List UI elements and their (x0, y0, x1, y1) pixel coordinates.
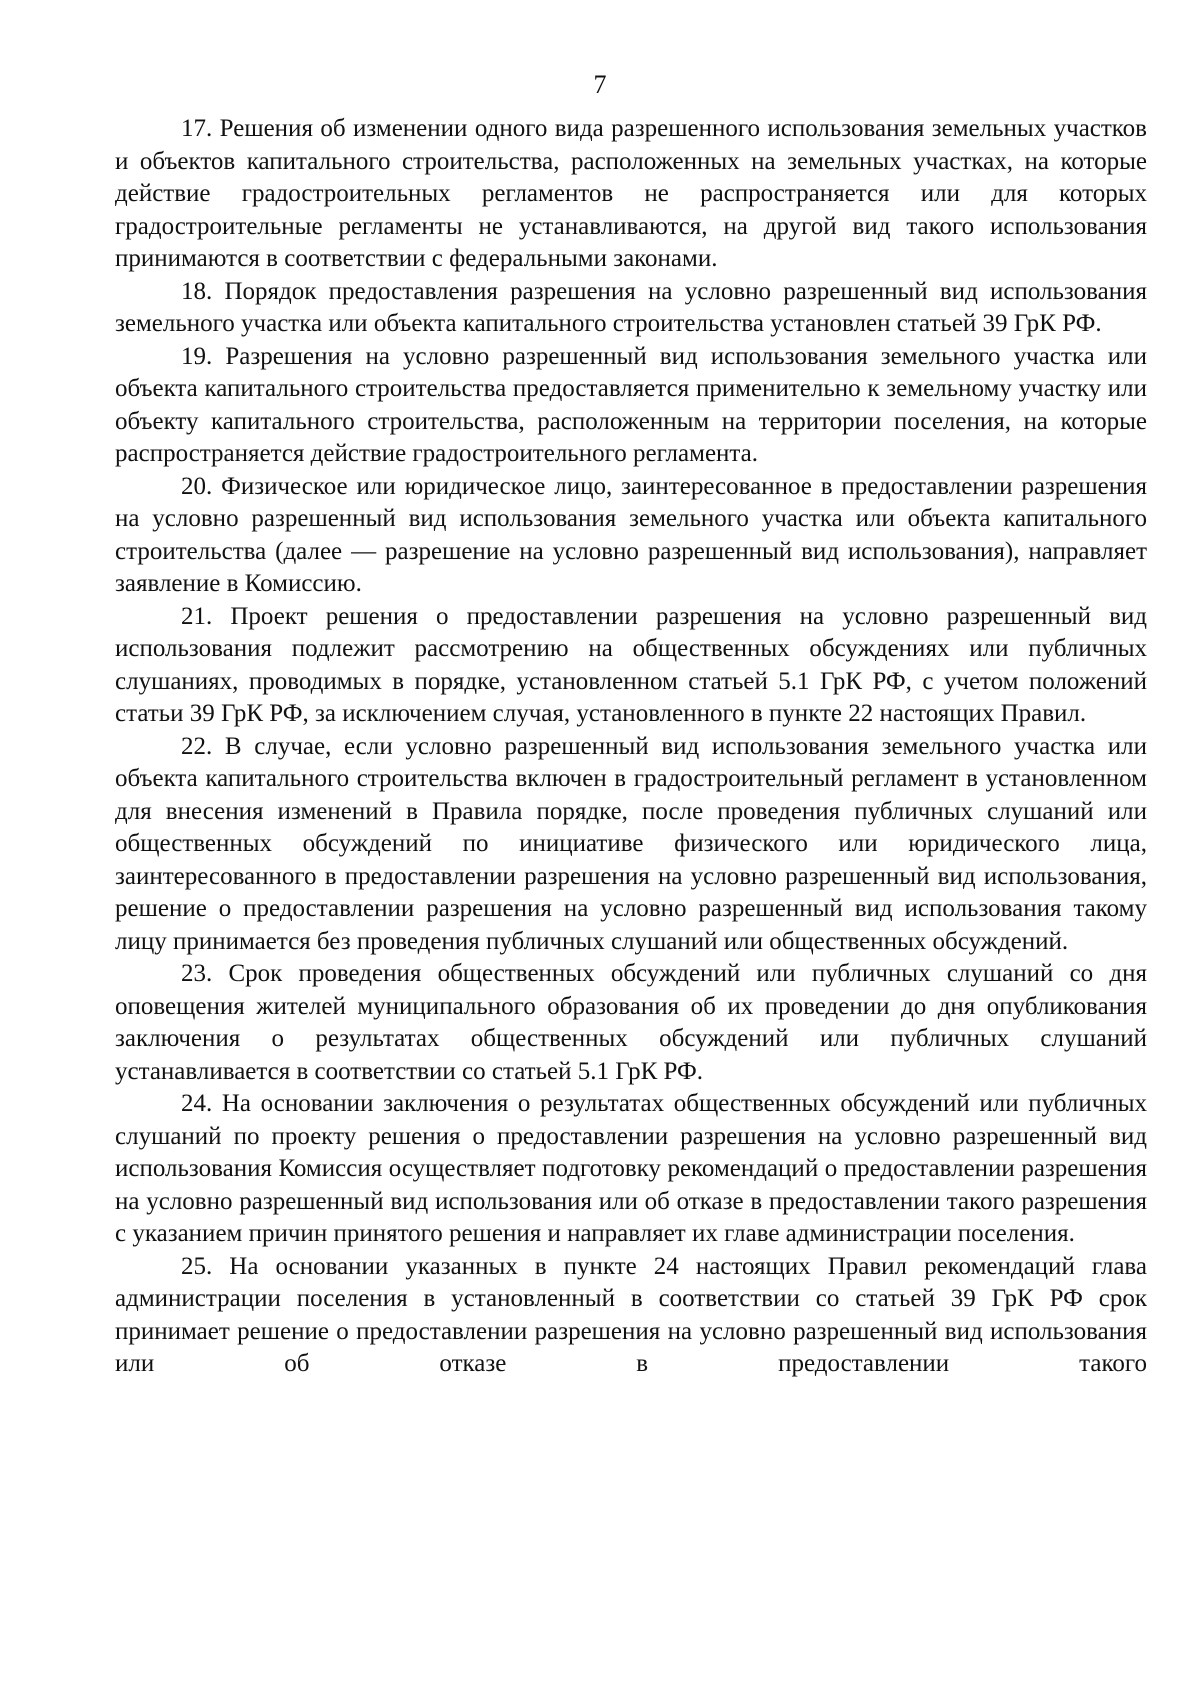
paragraph-22: 22. В случае, если условно разрешенный вид использования земельного участка или объекта капитального строительства включен в градостроительный регламент в установленном для внесения изменений в Правила порядке, после проведения публичных слушаний или общественных обсуждений по инициативе физического или юридического лица, заинтересованного в предоставлении разрешения на условно разрешенный вид использования, решение о предоставлении разрешения на условно разрешенный вид использования такому лицу принимается без проведения публичных слушаний или общественных обсуждений. (115, 732, 1147, 955)
paragraph-25: 25. На основании указанных в пункте 24 настоящих Правил рекомендаций глава администрации поселения в установленный в соответствии со статьей 39 ГрК РФ срок принимает решение о предоставлении разрешения на условно разрешенный вид использования или об отказе в предоставлении такого (115, 1252, 1147, 1377)
paragraph-18: 18. Порядок предоставления разрешения на условно разрешенный вид использования земельного участка или объекта капитального строительства установлен статьей 39 ГрК РФ. (115, 277, 1147, 337)
page-number: 7 (593, 70, 607, 99)
paragraph-23: 23. Срок проведения общественных обсуждений или публичных слушаний со дня оповещения жителей муниципального образования об их проведении до дня опубликования заключения о результатах общественных обсуждений или публичных слушаний устанавливается в соответствии со статьей 5.1 ГрК РФ. (115, 960, 1147, 1085)
paragraph-20: 20. Физическое или юридическое лицо, заинтересованное в предоставлении разрешения на условно разрешенный вид использования земельного участка или объекта капитального строительства (далее — разрешение на условно разрешенный вид использования), направляет заявление в Комиссию. (115, 472, 1147, 597)
paragraph-24: 24. На основании заключения о результатах общественных обсуждений или публичных слушаний по проекту решения о предоставлении разрешения на условно разрешенный вид использования Комиссия осуществляет подготовку рекомендаций о предоставлении разрешения на условно разрешенный вид использования или об отказе в предоставлении такого разрешения с указанием причин принятого решения и направляет их главе администрации поселения. (115, 1090, 1147, 1247)
document-body (115, 113, 1147, 1381)
paragraph-19: 19. Разрешения на условно разрешенный вид использования земельного участка или объекта капитального строительства предоставляется применительно к земельному участку или объекту капитального строительства, расположенным на территории поселения, на которые распространяется действие градостроительного регламента. (115, 342, 1147, 467)
paragraph-21: 21. Проект решения о предоставлении разрешения на условно разрешенный вид использования подлежит рассмотрению на общественных обсуждениях или публичных слушаниях, проводимых в порядке, установленном статьей 5.1 ГрК РФ, с учетом положений статьи 39 ГрК РФ, за исключением случая, установленного в пункте 22 настоящих Правил. (115, 602, 1147, 727)
paragraph-17: 17. Решения об изменении одного вида разрешенного использования земельных участков и объектов капитального строительства, расположенных на земельных участках, на которые действие градостроительных регламентов не распространяется или для которых градостроительные регламенты не устанавливаются, на другой вид такого использования принимаются в соответствии с федеральными законами. (115, 115, 1147, 272)
